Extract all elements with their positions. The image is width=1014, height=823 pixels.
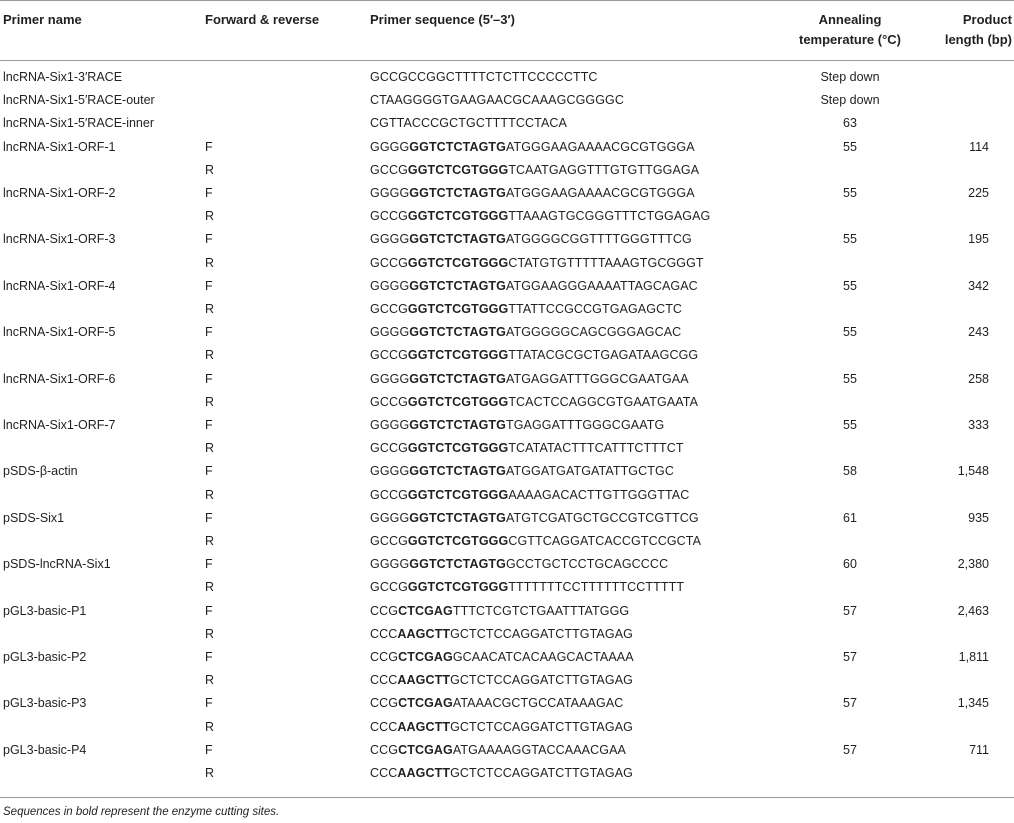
sequence-prefix: CCC <box>370 719 398 734</box>
header-sequence: Primer sequence (5′–3′) <box>370 12 515 27</box>
annealing-temp-cell: Step down <box>820 70 880 84</box>
table-row <box>0 182 1014 205</box>
sequence-suffix: ATGAAAAGGTACCAAACGAA <box>452 742 626 757</box>
direction-cell: F <box>205 557 213 572</box>
enzyme-cutting-site: GGTCTCGTGGG <box>407 534 509 548</box>
sequence-prefix: GCCG <box>370 255 408 270</box>
sequence-cell <box>370 89 624 112</box>
product-length-cell: 711 <box>969 742 989 757</box>
table-row <box>0 66 1014 89</box>
sequence-prefix: GCCG <box>370 441 408 456</box>
annealing-temp-cell: 55 <box>843 139 857 154</box>
sequence-prefix: GGGG <box>370 464 410 479</box>
direction-cell: F <box>205 510 213 525</box>
sequence-cell <box>370 205 710 228</box>
sequence-suffix: TTATACGCGCTGAGATAAGCGG <box>508 348 699 363</box>
primer-name-cell: pGL3-basic-P1 <box>3 603 87 618</box>
product-length-cell: 342 <box>968 278 989 293</box>
sequence-cell <box>370 762 633 785</box>
enzyme-cutting-site: CTCGAG <box>398 650 453 664</box>
sequence-prefix: CCG <box>370 650 399 664</box>
sequence-prefix: GGGG <box>370 418 410 432</box>
direction-cell: R <box>205 394 215 409</box>
direction-cell: F <box>205 139 213 154</box>
primer-name-cell: pSDS-β-actin <box>3 464 78 479</box>
sequence-suffix: ATGGAAGGGAAAATTAGCAGAC <box>505 278 698 293</box>
direction-cell: R <box>205 162 215 177</box>
direction-cell: R <box>205 534 215 548</box>
direction-cell: R <box>205 673 215 688</box>
sequence-cell <box>370 414 664 437</box>
sequence-suffix: CGTTCAGGATCACCGTCCGCTA <box>508 534 702 548</box>
primer-name-cell: lncRNA-Six1-ORF-3 <box>3 232 116 247</box>
enzyme-cutting-site: AAGCTT <box>397 626 451 641</box>
primer-name-cell: pGL3-basic-P3 <box>3 696 87 711</box>
sequence-cell <box>370 437 684 460</box>
sequence-prefix: GGGG <box>370 510 410 525</box>
direction-cell: F <box>205 278 213 293</box>
sequence-prefix: GGGG <box>370 186 410 200</box>
table-row <box>0 344 1014 367</box>
sequence-cell <box>370 739 626 762</box>
enzyme-cutting-site: GGTCTCGTGGG <box>407 441 509 456</box>
sequence-prefix: GCCG <box>370 487 408 502</box>
sequence-cell <box>370 692 623 715</box>
direction-cell: F <box>205 742 213 757</box>
table-row <box>0 762 1014 785</box>
sequence-prefix: CCG <box>370 696 399 711</box>
primer-name-cell: lncRNA-Six1-5′RACE-outer <box>3 93 155 108</box>
annealing-temp-cell: 60 <box>843 557 857 572</box>
sequence-cell <box>370 298 682 321</box>
primer-name-cell: pSDS-lncRNA-Six1 <box>3 557 111 572</box>
table-row <box>0 205 1014 228</box>
sequence-prefix: GCCG <box>370 580 408 595</box>
table-row <box>0 669 1014 692</box>
table-row <box>0 646 1014 669</box>
enzyme-cutting-site: GGTCTCTAGTG <box>409 186 506 200</box>
sequence-prefix: CGTTACCCGCTGCTTTTCCTACA <box>370 116 567 131</box>
header-product-length <box>920 10 1012 50</box>
table-row <box>0 275 1014 298</box>
enzyme-cutting-site: GGTCTCTAGTG <box>409 557 506 572</box>
sequence-suffix: GCTCTCCAGGATCTTGTAGAG <box>450 719 633 734</box>
header-product-line2: length (bp) <box>944 32 1012 47</box>
direction-cell: R <box>205 348 215 363</box>
direction-cell: F <box>205 696 213 711</box>
sequence-cell <box>370 530 701 553</box>
sequence-cell <box>370 182 695 205</box>
sequence-prefix: GCCGCCGGCTTTTCTCTTCCCCCTTC <box>370 70 598 84</box>
sequence-suffix: ATGGGAAGAAAACGCGTGGGA <box>505 139 695 154</box>
sequence-cell <box>370 484 689 507</box>
table-row <box>0 159 1014 182</box>
annealing-temp-cell: 57 <box>843 742 857 757</box>
sequence-cell <box>370 136 695 159</box>
direction-cell: F <box>205 418 213 432</box>
sequence-prefix: GGGG <box>370 139 410 154</box>
annealing-temp-cell: 57 <box>843 603 857 618</box>
primer-name-cell: pGL3-basic-P2 <box>3 650 87 664</box>
annealing-temp-cell: Step down <box>820 93 880 108</box>
sequence-suffix: AAAAGACACTTGTTGGGTTAC <box>508 487 690 502</box>
annealing-temp-cell: 57 <box>843 696 857 711</box>
table-row <box>0 716 1014 739</box>
enzyme-cutting-site: GGTCTCTAGTG <box>409 325 506 340</box>
primer-name-cell: pSDS-Six1 <box>3 510 65 525</box>
sequence-cell <box>370 646 634 669</box>
enzyme-cutting-site: GGTCTCTAGTG <box>409 371 506 386</box>
direction-cell: F <box>205 603 213 618</box>
sequence-suffix: TTATTCCGCCGTGAGAGCTC <box>508 302 683 316</box>
table-row <box>0 112 1014 135</box>
direction-cell: R <box>205 255 215 270</box>
primer-name-cell: pGL3-basic-P4 <box>3 742 87 757</box>
table-row <box>0 89 1014 112</box>
table-row <box>0 414 1014 437</box>
primer-name-cell: lncRNA-Six1-ORF-2 <box>3 186 116 200</box>
direction-cell: R <box>205 209 215 224</box>
table-row <box>0 507 1014 530</box>
product-length-cell: 225 <box>968 186 989 200</box>
enzyme-cutting-site: GGTCTCGTGGG <box>407 162 509 177</box>
sequence-cell <box>370 460 674 483</box>
sequence-prefix: CCC <box>370 626 398 641</box>
sequence-prefix: GCCG <box>370 394 408 409</box>
product-length-cell: 2,463 <box>957 603 989 618</box>
direction-cell: R <box>205 766 215 780</box>
sequence-cell <box>370 344 698 367</box>
sequence-suffix: ATGGATGATGATATTGCTGC <box>505 464 674 479</box>
enzyme-cutting-site: GGTCTCGTGGG <box>407 580 509 595</box>
sequence-suffix: TTTCTCGTCTGAATTTATGGG <box>452 603 630 618</box>
direction-cell: R <box>205 441 215 456</box>
sequence-prefix: GGGG <box>370 557 410 572</box>
sequence-suffix: ATGTCGATGCTGCCGTCGTTCG <box>505 510 699 525</box>
enzyme-cutting-site: GGTCTCGTGGG <box>407 255 509 270</box>
primer-name-cell: lncRNA-Six1-3′RACE <box>3 70 123 84</box>
table-row <box>0 298 1014 321</box>
sequence-prefix: CCC <box>370 673 398 688</box>
sequence-suffix: ATGGGGCGGTTTTGGGTTTCG <box>505 232 692 247</box>
primer-name-cell: lncRNA-Six1-ORF-5 <box>3 325 116 340</box>
sequence-prefix: CCC <box>370 766 398 780</box>
enzyme-cutting-site: CTCGAG <box>398 742 453 757</box>
direction-cell: F <box>205 232 213 247</box>
sequence-suffix: ATGAGGATTTGGGCGAATGAA <box>505 371 689 386</box>
enzyme-cutting-site: CTCGAG <box>398 696 453 711</box>
sequence-suffix: GCTCTCCAGGATCTTGTAGAG <box>450 626 633 641</box>
sequence-cell <box>370 112 567 135</box>
annealing-temp-cell: 55 <box>843 278 857 293</box>
direction-cell: F <box>205 464 213 479</box>
sequence-suffix: GCCTGCTCCTGCAGCCCC <box>505 557 669 572</box>
enzyme-cutting-site: AAGCTT <box>397 719 451 734</box>
enzyme-cutting-site: GGTCTCTAGTG <box>409 510 506 525</box>
header-direction: Forward & reverse <box>205 12 320 27</box>
annealing-temp-cell: 55 <box>843 186 857 200</box>
sequence-suffix: GCTCTCCAGGATCTTGTAGAG <box>450 766 633 780</box>
sequence-cell <box>370 368 689 391</box>
product-length-cell: 1,811 <box>958 650 989 664</box>
product-length-cell: 243 <box>968 325 989 340</box>
sequence-suffix: GCTCTCCAGGATCTTGTAGAG <box>450 673 633 688</box>
annealing-temp-cell: 55 <box>843 232 857 247</box>
sequence-cell <box>370 600 629 623</box>
sequence-suffix: ATGGGGGCAGCGGGAGCAC <box>505 325 682 340</box>
sequence-suffix: TTTTTTTCCTTTTTTCCTTTTT <box>508 580 685 595</box>
sequence-cell <box>370 159 699 182</box>
direction-cell: R <box>205 487 215 502</box>
table-row <box>0 368 1014 391</box>
sequence-cell <box>370 275 698 298</box>
sequence-prefix: CTAAGGGGTGAAGAACGCAAAGCGGGGC <box>370 93 624 108</box>
sequence-suffix: TTAAAGTGCGGGTTTCTGGAGAG <box>508 209 711 224</box>
sequence-prefix: GCCG <box>370 302 408 316</box>
direction-cell: R <box>205 302 215 316</box>
enzyme-cutting-site: GGTCTCGTGGG <box>407 209 509 224</box>
sequence-prefix: GGGG <box>370 232 410 247</box>
sequence-prefix: GGGG <box>370 278 410 293</box>
sequence-suffix: TCAATGAGGTTTGTGTTGGAGA <box>508 162 700 177</box>
product-length-cell: 1,548 <box>957 464 989 479</box>
sequence-cell <box>370 553 668 576</box>
enzyme-cutting-site: GGTCTCTAGTG <box>409 278 506 293</box>
sequence-prefix: GGGG <box>370 371 410 386</box>
header-annealing-line2: temperature (°C) <box>799 32 901 47</box>
table-row <box>0 437 1014 460</box>
sequence-cell <box>370 321 681 344</box>
sequence-suffix: GCAACATCACAAGCACTAAAA <box>452 650 634 664</box>
annealing-temp-cell: 55 <box>843 325 857 340</box>
table-row <box>0 228 1014 251</box>
header-primer-name: Primer name <box>3 12 82 27</box>
direction-cell: F <box>205 650 213 664</box>
sequence-cell <box>370 623 633 646</box>
direction-cell: R <box>205 626 215 641</box>
product-length-cell: 2,380 <box>957 557 989 572</box>
sequence-prefix: GCCG <box>370 534 408 548</box>
product-length-cell: 935 <box>968 510 989 525</box>
enzyme-cutting-site: AAGCTT <box>397 766 451 780</box>
annealing-temp-cell: 58 <box>843 464 857 479</box>
direction-cell: F <box>205 186 213 200</box>
enzyme-cutting-site: GGTCTCTAGTG <box>409 139 506 154</box>
product-length-cell: 333 <box>968 418 989 432</box>
enzyme-cutting-site: AAGCTT <box>397 673 451 688</box>
direction-cell: F <box>205 371 213 386</box>
enzyme-cutting-site: GGTCTCTAGTG <box>409 418 506 432</box>
sequence-cell <box>370 252 704 275</box>
direction-cell: R <box>205 580 215 595</box>
enzyme-cutting-site: GGTCTCTAGTG <box>409 232 506 247</box>
table-top-rule <box>0 0 1014 1</box>
table-row <box>0 391 1014 414</box>
sequence-cell <box>370 66 598 89</box>
sequence-suffix: TCATATACTTTCATTTCTTTCT <box>508 441 684 456</box>
enzyme-cutting-site: GGTCTCGTGGG <box>407 348 509 363</box>
table-row <box>0 576 1014 599</box>
sequence-suffix: CTATGTGTTTTTAAAGTGCGGGT <box>508 255 704 270</box>
product-length-cell: 258 <box>968 371 989 386</box>
header-product-line1: Product <box>962 12 1012 27</box>
product-length-cell: 114 <box>969 139 989 154</box>
table-row <box>0 623 1014 646</box>
enzyme-cutting-site: GGTCTCGTGGG <box>407 302 509 316</box>
enzyme-cutting-site: GGTCTCGTGGG <box>407 394 509 409</box>
header-annealing <box>780 10 920 50</box>
table-row <box>0 553 1014 576</box>
sequence-cell <box>370 507 699 530</box>
direction-cell: F <box>205 325 213 340</box>
primer-name-cell: lncRNA-Six1-5′RACE-inner <box>3 116 154 131</box>
sequence-prefix: GCCG <box>370 162 408 177</box>
direction-cell: R <box>205 719 215 734</box>
sequence-prefix: CCG <box>370 603 399 618</box>
table-row <box>0 600 1014 623</box>
table-row <box>0 692 1014 715</box>
product-length-cell: 195 <box>968 232 989 247</box>
table-bottom-rule <box>0 797 1014 798</box>
annealing-temp-cell: 63 <box>843 116 857 131</box>
sequence-suffix: ATGGGAAGAAAACGCGTGGGA <box>505 186 695 200</box>
table-row <box>0 484 1014 507</box>
primer-name-cell: lncRNA-Six1-ORF-1 <box>3 139 116 154</box>
enzyme-cutting-site: GGTCTCGTGGG <box>407 487 509 502</box>
table-footnote: Sequences in bold represent the enzyme cutting sites. <box>3 806 280 818</box>
table-row <box>0 321 1014 344</box>
header-annealing-line1: Annealing <box>818 12 882 27</box>
sequence-cell <box>370 576 684 599</box>
primer-name-cell: lncRNA-Six1-ORF-4 <box>3 278 116 293</box>
annealing-temp-cell: 57 <box>843 650 857 664</box>
table-header-rule <box>0 60 1014 61</box>
table-row <box>0 252 1014 275</box>
annealing-temp-cell: 55 <box>843 418 857 432</box>
sequence-prefix: CCG <box>370 742 399 757</box>
sequence-suffix: TGAGGATTTGGGCGAATG <box>505 418 665 432</box>
sequence-cell <box>370 228 692 251</box>
sequence-cell <box>370 669 633 692</box>
sequence-suffix: TCACTCCAGGCGTGAATGAATA <box>508 394 699 409</box>
table-row <box>0 530 1014 553</box>
sequence-cell <box>370 391 698 414</box>
table-row <box>0 460 1014 483</box>
primer-name-cell: lncRNA-Six1-ORF-6 <box>3 371 116 386</box>
sequence-cell <box>370 716 633 739</box>
table-row <box>0 739 1014 762</box>
primer-name-cell: lncRNA-Six1-ORF-7 <box>3 418 116 432</box>
table-row <box>0 136 1014 159</box>
sequence-prefix: GGGG <box>370 325 410 340</box>
sequence-prefix: GCCG <box>370 348 408 363</box>
annealing-temp-cell: 55 <box>843 371 857 386</box>
sequence-suffix: ATAAACGCTGCCATAAAGAC <box>452 696 624 711</box>
annealing-temp-cell: 61 <box>843 510 857 525</box>
enzyme-cutting-site: GGTCTCTAGTG <box>409 464 506 479</box>
product-length-cell: 1,345 <box>957 696 989 711</box>
enzyme-cutting-site: CTCGAG <box>398 603 453 618</box>
sequence-prefix: GCCG <box>370 209 408 224</box>
